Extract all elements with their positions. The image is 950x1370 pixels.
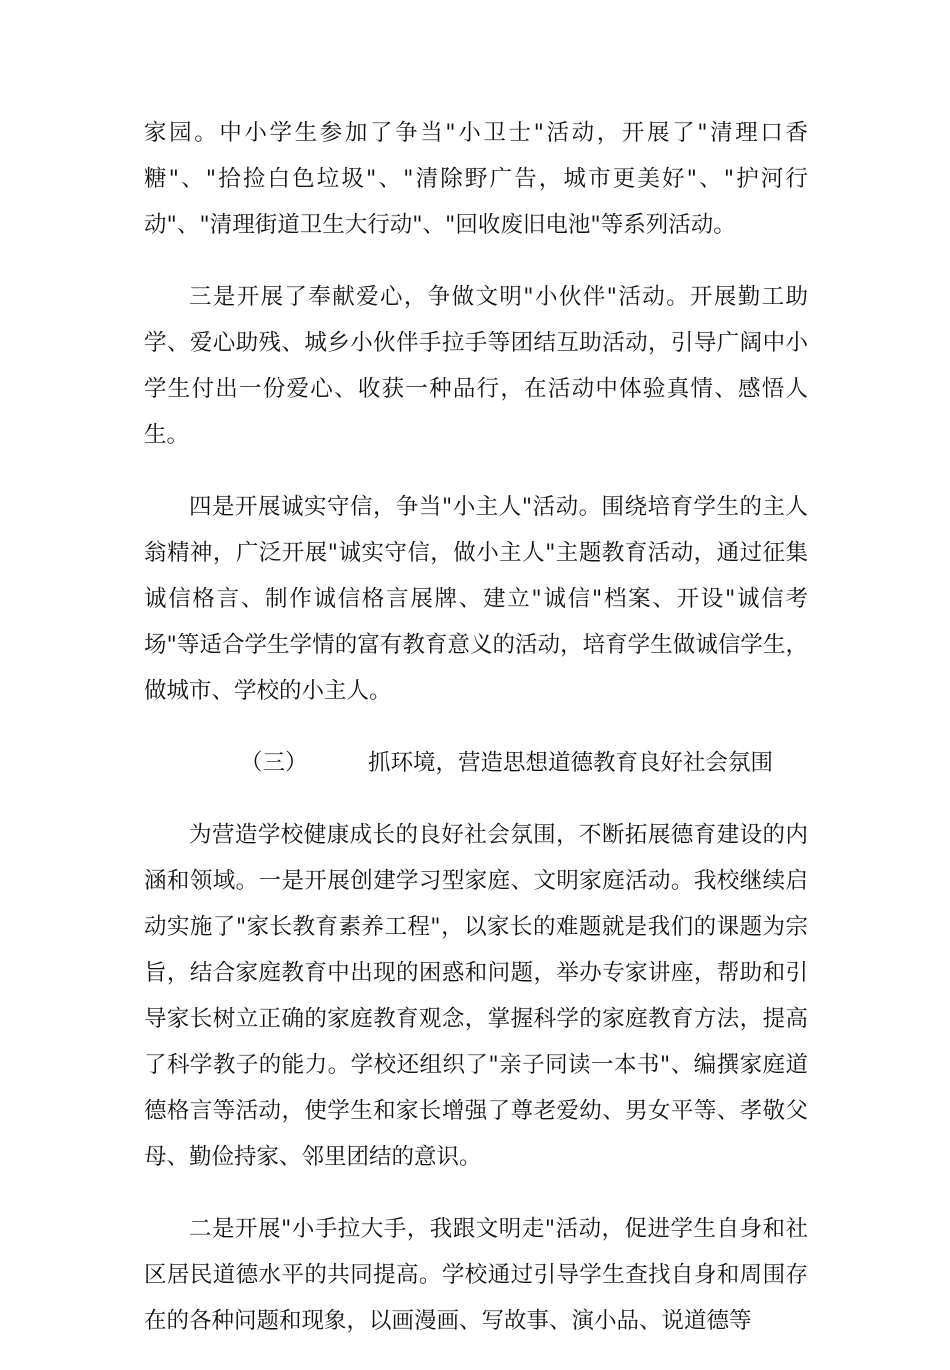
- paragraph-environment-intro: 为营造学校健康成长的良好社会氛围，不断拓展德育建设的内涵和领域。一是开展创建学习型家庭、文明家庭活动。我校继续启动实施了"家长教育素养工程"，以家长的难题就是我们的课题为宗旨，结合家庭教育中出现的困惑和问题，举办专家讲座，帮助和引导家长树立正确的家庭教育观念，掌握科学的家庭教育方法，提高了科学教子的能力。学校还组织了"亲子同读一本书"、编撰家庭道德格言等活动，使学生和家长增强了尊老爱幼、男女平等、孝敬父母、勤俭持家、邻里团结的意识。: [144, 822, 808, 1170]
- paragraph-dedication-activity: 三是开展了奉献爱心，争做文明"小伙伴"活动。开展勤工助学、爱心助残、城乡小伙伴手拉手等团结互助活动，引导广阔中小学生付出一份爱心、收获一种品行，在活动中体验真情、感悟人生。: [144, 284, 808, 448]
- paragraph-small-hands-activity: 二是开展"小手拉大手，我跟文明走"活动，促进学生自身和社区居民道德水平的共同提高。学校通过引导学生查找自身和周围存在的各种问题和现象，以画漫画、写故事、演小品、说道德等: [144, 1216, 808, 1334]
- document-body: [144, 110, 808, 1370]
- section-heading: [144, 740, 808, 786]
- paragraph-honesty-activity: 四是开展诚实守信，争当"小主人"活动。围绕培育学生的主人翁精神，广泛开展"诚实守信，做小主人"主题教育活动，通过征集诚信格言、制作诚信格言展牌、建立"诚信"档案、开设"诚信考场"等适合学生学情的富有教育意义的活动，培育学生做诚信学生，做城市、学校的小主人。: [144, 494, 808, 704]
- section-title: 抓环境，营造思想道德教育良好社会氛围: [368, 750, 774, 776]
- paragraph-continuation: 家园。中小学生参加了争当"小卫士"活动，开展了"清理口香糖"、"拾捡白色垃圾"、"清除野广告，城市更美好"、"护河行动"、"清理街道卫生大行动"、"回收废旧电池"等系列活动。: [144, 120, 808, 238]
- section-number: （三）: [240, 750, 308, 776]
